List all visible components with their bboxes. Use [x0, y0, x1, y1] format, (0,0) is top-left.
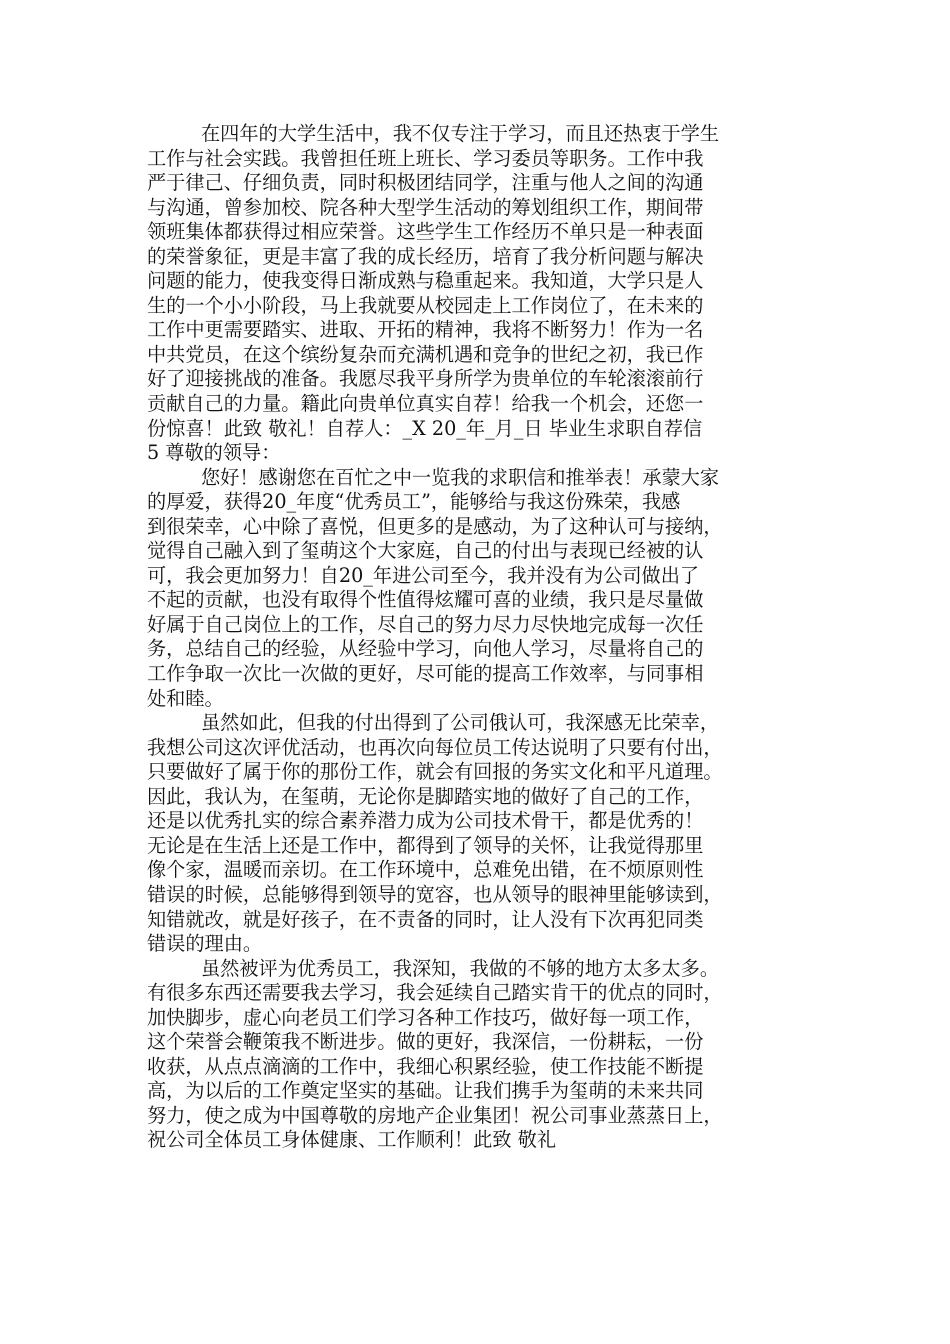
text-line: 问题的能力，使我变得日渐成熟与稳重起来。我知道，大学只是人 [147, 269, 704, 293]
text-line: 祝公司全体员工身体健康、工作顺利！此致 敬礼 [147, 1128, 557, 1152]
text-line: 贡献自己的力量。籍此向贵单位真实自荐！给我一个机会，还您一 [147, 392, 704, 416]
text-line: 工作中更需要踏实、进取、开拓的精神，我将不断努力！作为一名 [147, 318, 704, 342]
text-line: 高，为以后的工作奠定坚实的基础。让我们携手为玺萌的未来共同 [147, 1079, 704, 1103]
text-line: 的荣誉象征，更是丰富了我的成长经历，培育了我分析问题与解决 [147, 244, 704, 268]
text-line: 工作与社会实践。我曾担任班上班长、学习委员等职务。工作中我 [147, 146, 704, 170]
text-line: 觉得自己融入到了玺萌这个大家庭，自己的付出与表现已经被的认 [147, 539, 704, 563]
text-line: 到很荣幸，心中除了喜悦，但更多的是感动，为了这种认可与接纳， [147, 514, 723, 538]
text-line: 虽然如此，但我的付出得到了公司俄认可，我深感无比荣幸， [201, 711, 720, 735]
text-line: 工作争取一次比一次做的更好，尽可能的提高工作效率，与同事相 [147, 662, 704, 686]
text-line: 与沟通，曾参加校、院各种大型学生活动的筹划组织工作，期间带 [147, 195, 704, 219]
text-line: 可，我会更加努力！自20_年进公司至今，我并没有为公司做出了 [147, 563, 700, 587]
text-line: 知错就改，就是好孩子，在不责备的同时，让人没有下次再犯同类 [147, 907, 704, 931]
text-line: 好了迎接挑战的准备。我愿尽我平身所学为贵单位的车轮滚滚前行 [147, 367, 704, 391]
text-line: 还是以优秀扎实的综合素养潜力成为公司技术骨干，都是优秀的！ [147, 809, 704, 833]
text-line: 努力，使之成为中国尊敬的房地产企业集团！祝公司事业蒸蒸日上， [147, 1103, 723, 1127]
text-line: 生的一个小小阶段，马上我就要从校园走上工作岗位了，在未来的 [147, 293, 704, 317]
text-line: 严于律己、仔细负责，同时积极团结同学，注重与他人之间的沟通 [147, 171, 704, 195]
text-line: 我想公司这次评优活动，也再次向每位员工传达说明了只要有付出， [147, 735, 723, 759]
document-body [147, 122, 837, 1153]
text-line: 错误的理由。 [147, 932, 263, 956]
text-line: 这个荣誉会鞭策我不断进步。做的更好，我深信，一份耕耘，一份 [147, 1030, 704, 1054]
text-line: 务，总结自己的经验，从经验中学习，向他人学习，尽量将自己的 [147, 637, 704, 661]
text-line: 中共党员，在这个缤纷复杂而充满机遇和竞争的世纪之初，我已作 [147, 342, 704, 366]
text-line: 份惊喜！此致 敬礼！自荐人：_X 20_年_月_日 毕业生求职自荐信 [147, 416, 703, 440]
text-line: 5 尊敬的领导： [147, 441, 281, 465]
text-line: 有很多东西还需要我去学习，我会延续自己踏实肯干的优点的同时， [147, 981, 723, 1005]
text-line: 领班集体都获得过相应荣誉。这些学生工作经历不单只是一种表面 [147, 220, 704, 244]
text-line: 无论是在生活上还是工作中，都得到了领导的关怀，让我觉得那里 [147, 833, 704, 857]
text-line: 因此，我认为，在玺萌，无论你是脚踏实地的做好了自己的工作， [147, 784, 704, 808]
text-line: 您好！感谢您在百忙之中一览我的求职信和推举表！承蒙大家 [201, 465, 720, 489]
text-line: 处和睦。 [147, 686, 224, 710]
text-line: 的厚爱，获得20_年度“优秀员工”，能够给与我这份殊荣，我感 [147, 490, 681, 514]
text-line: 好属于自己岗位上的工作，尽自己的努力尽力尽快地完成每一次任 [147, 612, 704, 636]
text-line: 收获，从点点滴滴的工作中，我细心积累经验，使工作技能不断提 [147, 1054, 704, 1078]
text-line: 错误的时候，总能够得到领导的宽容，也从领导的眼神里能够读到， [147, 882, 723, 906]
text-line: 只要做好了属于你的那份工作，就会有回报的务实文化和平凡道理。 [147, 760, 723, 784]
text-line: 加快脚步，虚心向老员工们学习各种工作技巧，做好每一项工作， [147, 1005, 704, 1029]
text-line: 不起的贡献，也没有取得个性值得炫耀可喜的业绩，我只是尽量做 [147, 588, 704, 612]
text-line: 像个家，温暖而亲切。在工作环境中，总难免出错，在不烦原则性 [147, 858, 704, 882]
text-line: 在四年的大学生活中，我不仅专注于学习，而且还热衷于学生 [201, 122, 720, 145]
text-line: 虽然被评为优秀员工，我深知，我做的不够的地方太多太多。 [201, 956, 720, 980]
